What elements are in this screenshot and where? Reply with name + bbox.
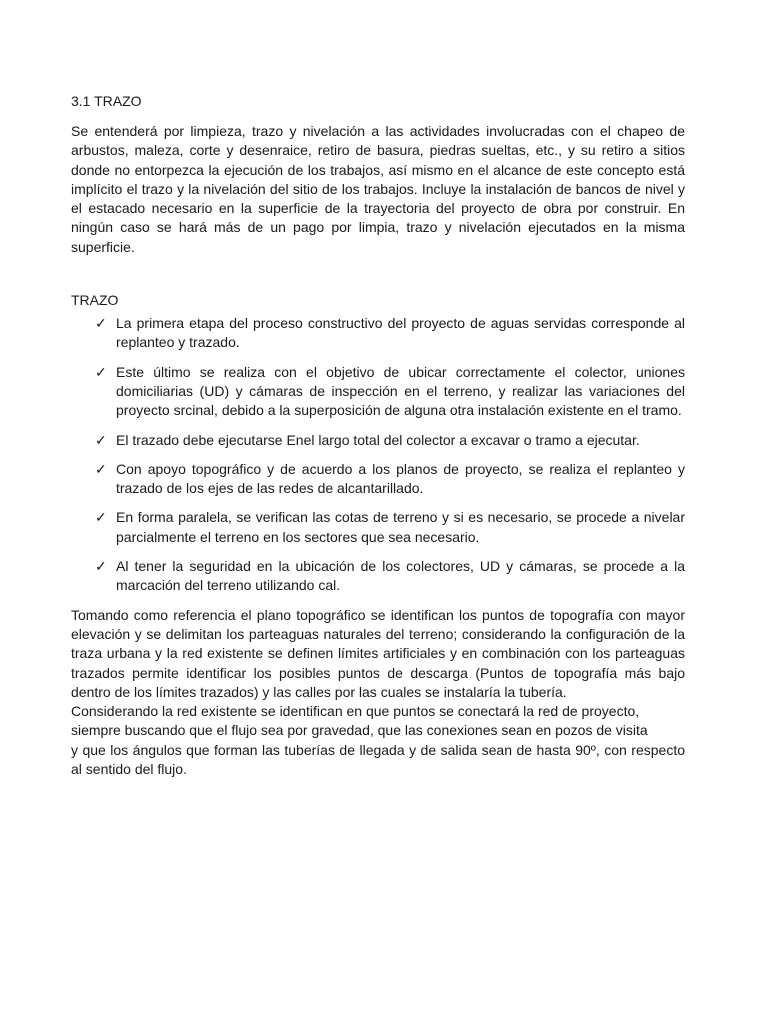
list-item-text: El trazado debe ejecutarse Enel largo total del colector a excavar o tramo a ejecutar. [116,431,640,448]
closing-line-3: y que los ángulos que forman las tuberías de llegada y de salida sean de hasta 90º, con respecto al sentido del flujo. [71,741,685,778]
closing-line-2: siempre buscando que el flujo sea por gravedad, que las conexiones sean en pozos de visita [71,722,648,739]
closing-line-1: Considerando la red existente se identifican en que puntos se conectará la red de proyecto, [71,703,640,720]
list-item-text: Este último se realiza con el objetivo de ubicar correctamente el colector, uniones domiciliarias (UD) y cámaras de inspección en el terreno, y realizar las variaciones del proyecto srcinal, debido a la superposición de alguna otra instalación existente en el tramo. [116,363,685,419]
checkmark-icon: ✓ [95,509,107,526]
list-item-text: La primera etapa del proceso constructivo del proyecto de aguas servidas corresponde al replanteo y trazado. [116,315,685,351]
intro-paragraph: Se entenderá por limpieza, trazo y nivelación a las actividades involucradas con el chapeo de arbustos, maleza, corte y desenraice, retiro de basura, piedras sueltas, etc., y su retiro a sitios donde no entorpezca la ejecución de los trabajos, así mismo en el alcance de este concepto está implícito el trazo y la nivelación del sitio de los trabajos. Incluye la instalación de bancos de nivel y el estacado necesario en la superficie de la trayectoria del proyecto de obra por construir. En ningún caso se hará más de un pago por limpia, trazo y nivelación ejecutados en la misma superficie. [71,123,685,255]
list-item [95,508,685,547]
trazo-checklist [71,314,685,596]
list-item [95,431,685,450]
checkmark-icon: ✓ [95,558,107,575]
list-item [95,460,685,499]
list-item [95,314,685,353]
section-title: 3.1 TRAZO [71,93,142,109]
checkmark-icon: ✓ [95,315,107,332]
list-item-text: En forma paralela, se verifican las cotas de terreno y si es necesario, se procede a nivelar parcialmente el terreno en los sectores que sea necesario. [116,509,685,545]
list-item-text: Con apoyo topográfico y de acuerdo a los planos de proyecto, se realiza el replanteo y trazado de los ejes de las redes de alcantarillado. [116,460,685,497]
checkmark-icon: ✓ [95,460,107,477]
list-item [95,557,685,596]
checkmark-icon: ✓ [95,431,107,448]
trazo-heading: TRAZO [71,292,119,309]
checkmark-icon: ✓ [95,363,107,380]
list-item-text: Al tener la seguridad en la ubicación de los colectores, UD y cámaras, se procede a la marcación del terreno utilizando cal. [116,558,685,594]
document-page [71,92,685,779]
spacer [71,257,685,291]
list-item [95,363,685,421]
closing-paragraph: Tomando como referencia el plano topográfico se identifican los puntos de topografía con mayor elevación y se delimitan los parteaguas naturales del terreno; considerando la configuración de la traza urbana y la red existente se definen límites artificiales y en combinación con los parteaguas trazados permite identificar los posibles puntos de descarga (Puntos de topografía más bajo dentro de los límites trazados) y las calles por las cuales se instalaría la tubería. [71,606,685,700]
